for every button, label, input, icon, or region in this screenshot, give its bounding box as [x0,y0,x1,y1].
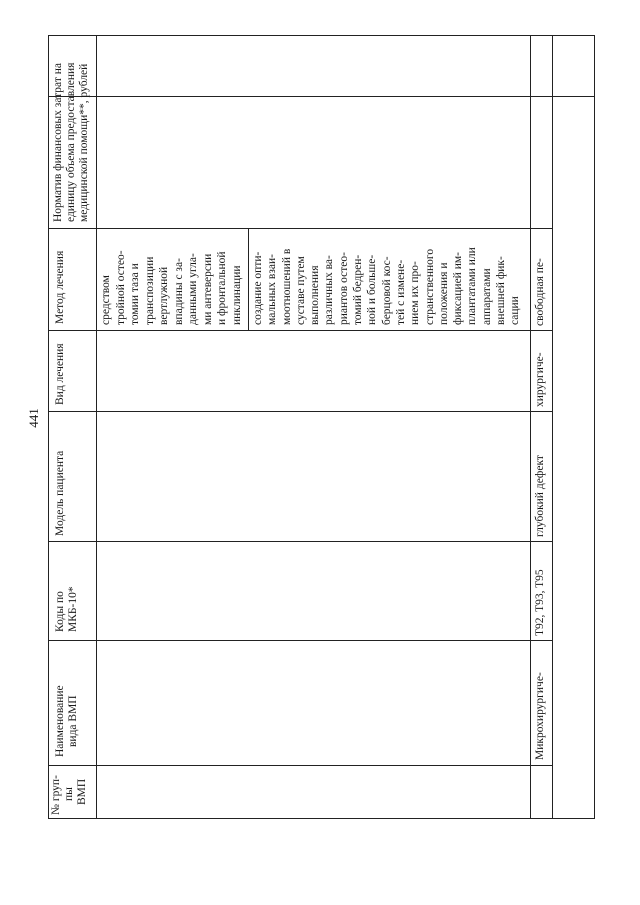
header-icd-codes: Коды по МКБ-10* [54,586,79,632]
column-divider-6 [48,228,552,229]
table-bottom-border [48,818,594,819]
row-divider-2 [530,35,531,819]
header-patient-model: Модель пациента [54,450,66,536]
header-bottom-rule [48,96,594,97]
row-divider-1 [96,35,97,819]
last-row-treatment-method: свободная пе- [534,258,546,326]
row-divider-3 [552,35,553,819]
table-top-border [48,35,594,36]
last-row-treatment-type: хирургиче- [534,352,546,407]
column-divider-2 [48,640,552,641]
column-divider-3 [48,541,552,542]
last-row-icd-codes: T92, T93, T95 [534,569,546,636]
column-divider-1 [48,765,552,766]
table-left-border [48,35,49,819]
header-group-no: № груп- пы ВМП [50,775,88,815]
header-treatment-method: Метод лечения [54,250,66,324]
last-row-patient-model: глубокий дефект [534,455,546,537]
page-number: 441 [26,408,41,428]
header-vmp-name: Наименование вида ВМП [54,685,79,757]
header-cost-standard: Норматив финансовых затрат на единицу объема предоставления медицинской помощи**, рублей [52,62,90,222]
column-divider-5 [48,330,552,331]
header-treatment-type: Вид лечения [54,343,66,405]
table-right-border [594,35,595,819]
method-block-2: создание опти- мальных взаи- моотношений в суставе путем выполнения различных ва- риантов остео- томий бедрен- ной и больше- берцовой кос- тей с измене- нием их про- странственного положения и фиксацией им- плантатами или аппаратами внешней фик- сации [252,247,522,325]
method-sub-rule [248,228,249,330]
column-divider-4 [48,411,552,412]
last-row-vmp-name: Микрохирургиче- [534,672,546,760]
method-block-1: средством тройной остео- томии таза и транспозиции вертлужной впадины с за- данными угла- ми антеверсии и фронтальной инклинации [100,250,243,325]
